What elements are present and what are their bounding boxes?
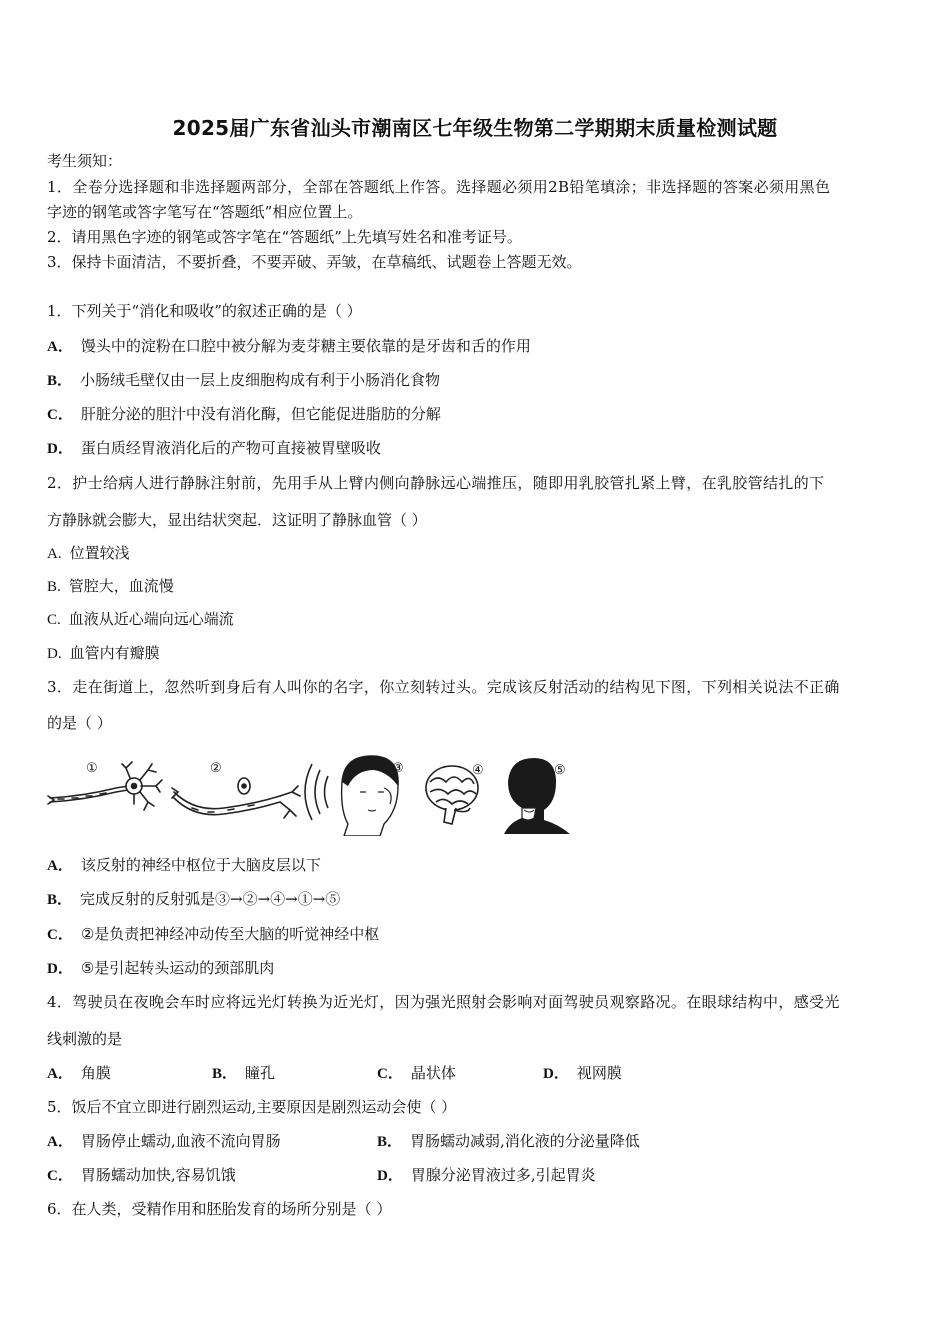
question-3-stem: 的是（ ） bbox=[47, 714, 112, 732]
neuron-1-illustration bbox=[48, 762, 162, 810]
question-3-option-a[interactable] bbox=[47, 855, 321, 876]
option-label: C． bbox=[377, 1066, 403, 1082]
option-text: 位置较浅 bbox=[69, 544, 130, 562]
option-label: A． bbox=[47, 339, 73, 355]
option-text: 小肠绒毛壁仅由一层上皮细胞构成有利于小肠消化食物 bbox=[80, 371, 441, 389]
question-2-option-c[interactable] bbox=[47, 609, 234, 630]
option-text: 胃肠蠕动加快,容易饥饿 bbox=[80, 1166, 236, 1184]
option-text: 血液从近心端向远心端流 bbox=[68, 610, 234, 628]
option-text: ②是负责把神经冲动传至大脑的听觉神经中枢 bbox=[80, 925, 380, 943]
figure-label-1: ① bbox=[86, 761, 98, 776]
sound-waves-illustration bbox=[305, 764, 328, 820]
question-6-stem: 6．在人类，受精作用和胚胎发育的场所分别是（ ） bbox=[47, 1200, 392, 1218]
question-4-stem: 线刺激的是 bbox=[47, 1030, 123, 1048]
question-5-option-d[interactable] bbox=[377, 1165, 596, 1186]
figure-label-3: ③ bbox=[392, 761, 404, 776]
question-2-option-d[interactable] bbox=[47, 643, 160, 664]
question-3-option-b[interactable] bbox=[47, 889, 340, 910]
question-4-option-b[interactable] bbox=[212, 1063, 275, 1084]
figure-label-2: ② bbox=[210, 761, 222, 776]
reflex-arc-figure bbox=[44, 752, 584, 836]
option-label: A． bbox=[47, 858, 73, 874]
question-3-stem: 3．走在街道上，忽然听到身后有人叫你的名字，你立刻转过头。完成该反射活动的结构见下图，下列相关说法不正确 bbox=[47, 678, 840, 696]
option-label: A． bbox=[47, 1066, 73, 1082]
option-label: D. bbox=[47, 646, 62, 662]
neuron-2-illustration bbox=[172, 778, 300, 818]
option-label: C． bbox=[47, 407, 73, 423]
option-text: 该反射的神经中枢位于大脑皮层以下 bbox=[80, 856, 321, 874]
question-4-option-d[interactable] bbox=[543, 1063, 622, 1084]
option-text: 瞳孔 bbox=[245, 1064, 276, 1082]
question-1-option-d[interactable] bbox=[47, 438, 381, 459]
question-5-option-a[interactable] bbox=[47, 1131, 281, 1152]
option-text: 胃腺分泌胃液过多,引起胃炎 bbox=[410, 1166, 596, 1184]
option-label: C． bbox=[47, 927, 73, 943]
question-5-stem: 5．饭后不宜立即进行剧烈运动,主要原因是剧烈运动会使（ ） bbox=[47, 1098, 457, 1116]
option-text: 管腔大，血流慢 bbox=[68, 577, 174, 595]
option-text: 肝脏分泌的胆汁中没有消化酶，但它能促进脂肪的分解 bbox=[80, 405, 441, 423]
question-3-option-c[interactable] bbox=[47, 924, 379, 945]
question-1-stem: 1．下列关于“消化和吸收”的叙述正确的是（ ） bbox=[47, 302, 362, 320]
figure-label-4: ④ bbox=[472, 763, 484, 778]
option-label: D． bbox=[377, 1168, 403, 1184]
question-5-option-c[interactable] bbox=[47, 1165, 236, 1186]
option-label: C． bbox=[47, 1168, 73, 1184]
option-text: 完成反射的反射弧是③→②→④→①→⑤ bbox=[80, 890, 341, 908]
page-title: 2025届广东省汕头市潮南区七年级生物第二学期期末质量检测试题 bbox=[172, 116, 778, 140]
notice-heading: 考生须知： bbox=[47, 152, 123, 170]
option-label: B． bbox=[212, 1066, 238, 1082]
option-text: 蛋白质经胃液消化后的产物可直接被胃壁吸收 bbox=[80, 439, 381, 457]
option-label: D． bbox=[543, 1066, 569, 1082]
question-4-stem: 4．驾驶员在夜晚会车时应将远光灯转换为近光灯，因为强光照射会影响对面驾驶员观察路况。在眼球结构中，感受光 bbox=[47, 993, 840, 1011]
option-text: 血管内有瓣膜 bbox=[69, 644, 160, 662]
option-text: ⑤是引起转头运动的颈部肌肉 bbox=[80, 959, 275, 977]
option-label: B． bbox=[47, 892, 73, 908]
option-text: 晶状体 bbox=[410, 1064, 456, 1082]
question-1-option-c[interactable] bbox=[47, 404, 441, 425]
question-4-option-c[interactable] bbox=[377, 1063, 456, 1084]
notice-item: 2．请用黑色字迹的钢笔或答字笔在“答题纸”上先填写姓名和准考证号。 bbox=[47, 228, 522, 246]
question-2-option-b[interactable] bbox=[47, 576, 174, 597]
option-label: D． bbox=[47, 961, 73, 977]
option-label: C. bbox=[47, 612, 61, 628]
notice-item: 字迹的钢笔或答字笔写在“答题纸”相应位置上。 bbox=[47, 203, 363, 221]
question-2-stem: 2．护士给病人进行静脉注射前，先用手从上臂内侧向静脉远心端推压，随即用乳胶管扎紧上臂，在乳胶管结扎的下 bbox=[47, 474, 825, 492]
option-text: 胃肠停止蠕动,血液不流向胃肠 bbox=[80, 1132, 281, 1150]
option-label: A． bbox=[47, 1134, 73, 1150]
question-2-option-a[interactable] bbox=[47, 543, 130, 564]
option-label: B． bbox=[377, 1134, 403, 1150]
option-text: 视网膜 bbox=[576, 1064, 622, 1082]
notice-item: 1．全卷分选择题和非选择题两部分，全部在答题纸上作答。选择题必须用2B铅笔填涂；非选择题的答案必须用黑色 bbox=[47, 178, 831, 196]
notice-item: 3．保持卡面清洁，不要折叠，不要弄破、弄皱，在草稿纸、试题卷上答题无效。 bbox=[47, 253, 582, 271]
question-4-option-a[interactable] bbox=[47, 1063, 111, 1084]
option-label: B. bbox=[47, 579, 61, 595]
question-5-option-b[interactable] bbox=[377, 1131, 640, 1152]
option-label: A. bbox=[47, 546, 62, 562]
question-1-option-b[interactable] bbox=[47, 370, 440, 391]
question-2-stem: 方静脉就会膨大，显出结状突起．这证明了静脉血管（ ） bbox=[47, 511, 427, 529]
woman-head-illustration bbox=[342, 756, 399, 836]
figure-label-5: ⑤ bbox=[554, 763, 566, 778]
question-1-option-a[interactable] bbox=[47, 336, 531, 357]
brain-illustration bbox=[426, 766, 478, 824]
option-text: 角膜 bbox=[80, 1064, 111, 1082]
option-label: B． bbox=[47, 373, 73, 389]
option-text: 馒头中的淀粉在口腔中被分解为麦芽糖主要依靠的是牙齿和舌的作用 bbox=[80, 337, 531, 355]
option-text: 胃肠蠕动减弱,消化液的分泌量降低 bbox=[410, 1132, 640, 1150]
question-3-option-d[interactable] bbox=[47, 958, 274, 979]
option-label: D． bbox=[47, 441, 73, 457]
